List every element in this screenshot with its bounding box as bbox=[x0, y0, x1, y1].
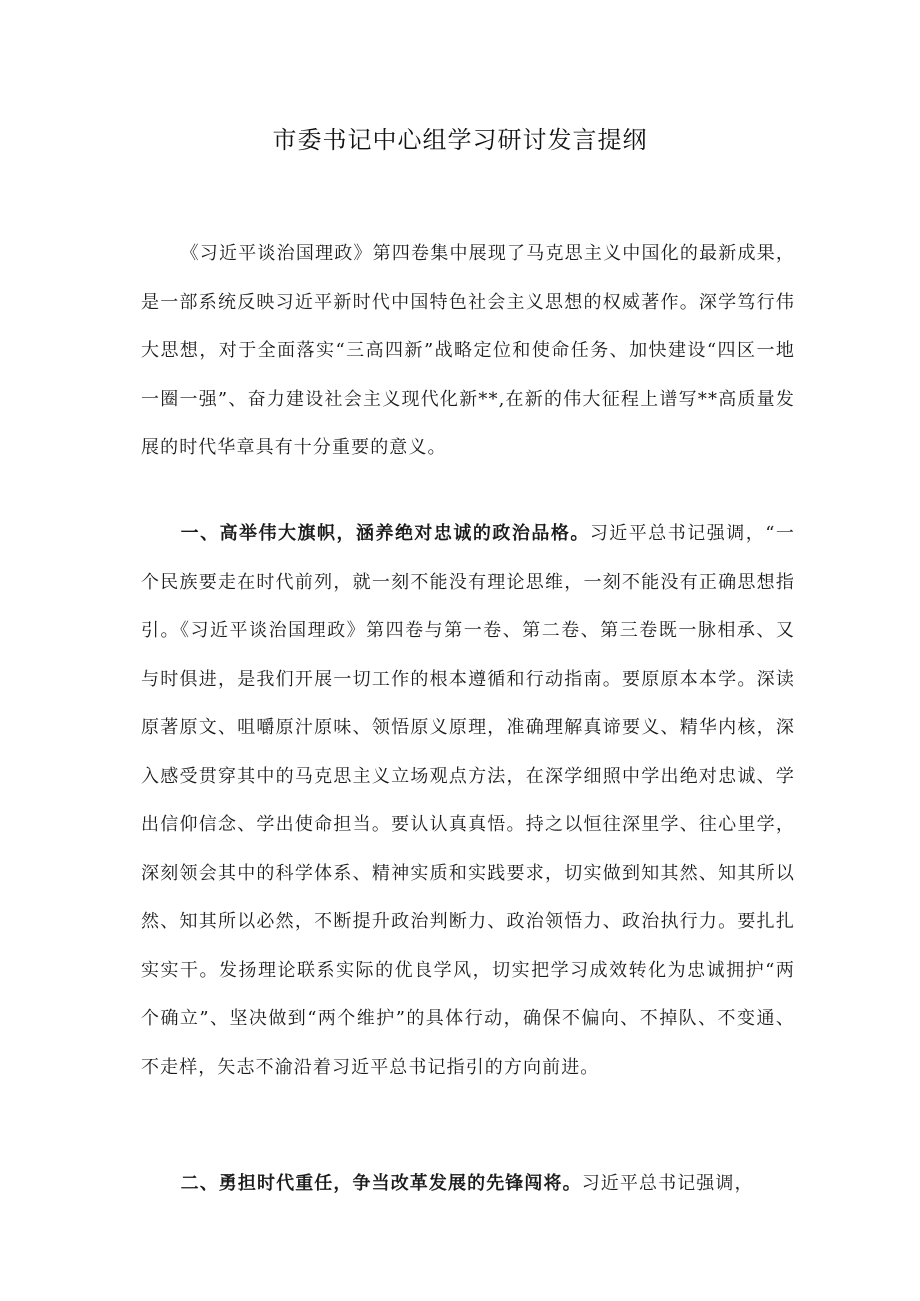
paragraph-intro bbox=[141, 230, 795, 473]
document-title: 市委书记中心组学习研讨发言提纲 bbox=[272, 126, 648, 154]
paragraph-section-one bbox=[141, 510, 795, 1092]
section-heading: 二、勇担时代重任，争当改革发展的先锋闯将。 bbox=[180, 1173, 582, 1194]
paragraph-body: 《习近平谈治国理政》第四卷集中展现了马克思主义中国化的最新成果，是一部系统反映习近平新时代中国特色社会主义思想的权威著作。深学笃行伟大思想，对于全面落实“三高四新”战略定位和使命任务、加快建设“四区一地一圈一强”、奋力建设社会主义现代化新**,在新的伟大征程上谱写**高质量发展的时代华章具有十分重要的意义。 bbox=[141, 243, 795, 458]
paragraph-section-two bbox=[141, 1160, 795, 1209]
paragraph-body: 习近平总书记强调， bbox=[581, 1173, 754, 1194]
paragraph-body: 习近平总书记强调，“一个民族要走在时代前列，就一刻不能没有理论思维，一刻不能没有正确思想指引。《习近平谈治国理政》第四卷与第一卷、第二卷、第三卷既一脉相承、又与时俱进，是我们开展一切工作的根本遵循和行动指南。要原原本本学。深读原著原文、咀嚼原汁原味、领悟原义原理，准确理解真谛要义、精华内核，深入感受贯穿其中的马克思主义立场观点方法，在深学细照中学出绝对忠诚、学出信仰信念、学出使命担当。要认认真真悟。持之以恒往深里学、往心里学，深刻领会其中的科学体系、精神实质和实践要求，切实做到知其然、知其所以然、知其所以必然，不断提升政治判断力、政治领悟力、政治执行力。要扎扎实实干。发扬理论联系实际的优良学风，切实把学习成效转化为忠诚拥护“两个确立”、坚决做到“两个维护”的具体行动，确保不偏向、不掉队、不变通、不走样，矢志不渝沿着习近平总书记指引的方向前进。 bbox=[141, 523, 795, 1078]
section-heading: 一、高举伟大旗帜，涵养绝对忠诚的政治品格。 bbox=[180, 523, 590, 544]
